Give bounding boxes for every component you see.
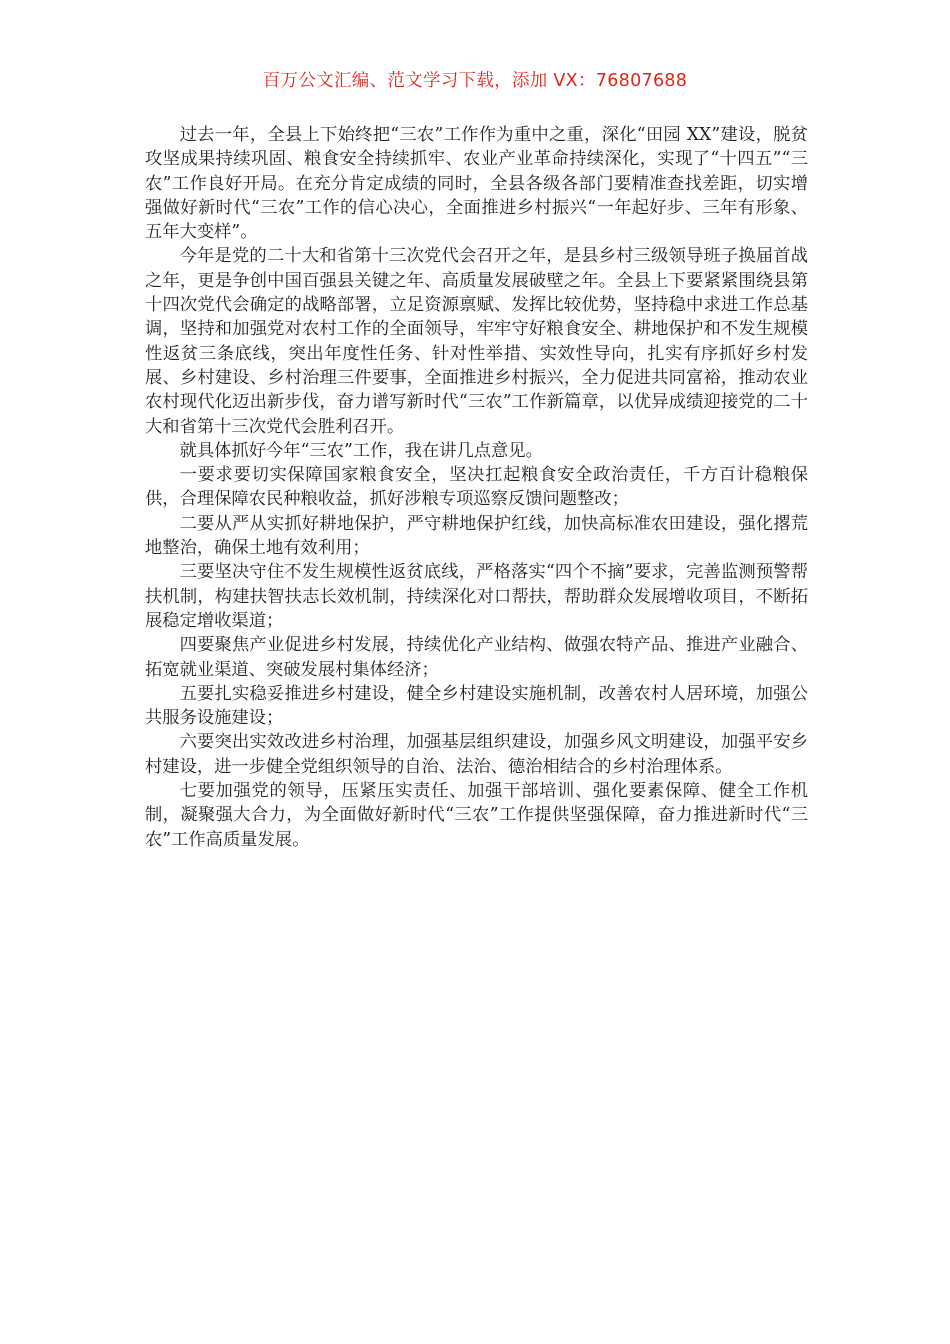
paragraph: 一要求要切实保障国家粮食安全，坚决扛起粮食安全政治责任，千方百计稳粮保供，合理保障农民种粮收益，抓好涉粮专项巡察反馈问题整改； [145, 465, 808, 510]
paragraph: 六要突出实效改进乡村治理，加强基层组织建设，加强乡风文明建设，加强平安乡村建设，进一步健全党组织领导的自治、法治、德治相结合的乡村治理体系。 [145, 732, 808, 777]
paragraph: 今年是党的二十大和省第十三次党代会召开之年，是县乡村三级领导班子换届首战之年，更是争创中国百强县关键之年、高质量发展破壁之年。全县上下要紧紧围绕县第十四次党代会确定的战略部署，立足资源禀赋、发挥比较优势，坚持稳中求进工作总基调，坚持和加强党对农村工作的全面领导，牢牢守好粮食安全、耕地保护和不发生规模性返贫三条底线，突出年度性任务、针对性举措、实效性导向，扎实有序抓好乡村发展、乡村建设、乡村治理三件要事，全面推进乡村振兴，全力促进共同富裕，推动农业农村现代化迈出新步伐，奋力谱写新时代“三农”工作新篇章，以优异成绩迎接党的二十大和省第十三次党代会胜利召开。 [145, 246, 808, 437]
paragraph: 五要扎实稳妥推进乡村建设，健全乡村建设实施机制，改善农村人居环境，加强公共服务设施建设； [145, 683, 808, 729]
paragraph: 三要坚决守住不发生规模性返贫底线，严格落实“四个不摘”要求，完善监测预警帮扶机制，构建扶智扶志长效机制，持续深化对口帮扶，帮助群众发展增收项目，不断拓展稳定增收渠道； [145, 562, 808, 631]
paragraph: 七要加强党的领导，压紧压实责任、加强干部培训、强化要素保障、健全工作机制，凝聚强大合力，为全面做好新时代“三农”工作提供坚强保障，奋力推进新时代“三农”工作高质量发展。 [145, 781, 808, 850]
paragraph: 四要聚焦产业促进乡村发展，持续优化产业结构、做强农特产品、推进产业融合、拓宽就业渠道、突破发展村集体经济； [145, 635, 808, 680]
paragraph: 过去一年，全县上下始终把“三农”工作作为重中之重，深化“田园 XX”建设，脱贫攻坚成果持续巩固、粮食安全持续抓牢、农业产业革命持续深化，实现了“十四五”“三农”工作良好开局。在充分肯定成绩的同时，全县各级各部门要精准查找差距，切实增强做好新时代“三农”工作的信心决心，全面推进乡村振兴“一年起好步、三年有形象、五年大变样”。 [145, 125, 808, 243]
page-header: 百万公文汇编、范文学习下载，添加 VX：76807688 [262, 71, 688, 91]
paragraph: 就具体抓好今年“三农”工作，我在讲几点意见。 [179, 440, 543, 461]
paragraph: 二要从严从实抓好耕地保护，严守耕地保护红线，加快高标准农田建设，强化撂荒地整治，确保土地有效利用； [145, 513, 808, 559]
document-body [145, 123, 808, 852]
